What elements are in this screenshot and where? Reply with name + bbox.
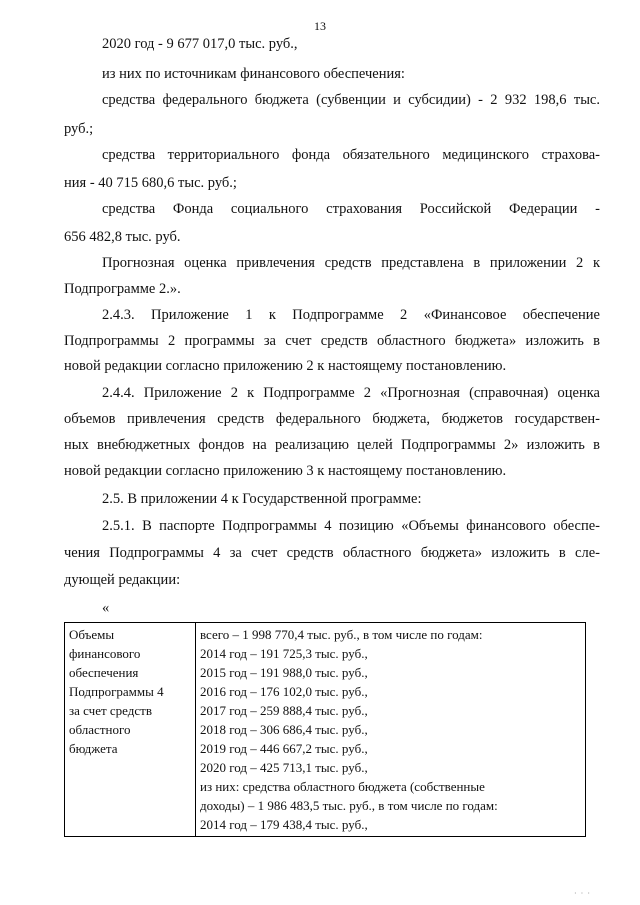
text-line: новой редакции согласно приложению 3 к настоящему постановлению. — [64, 463, 507, 479]
value-line: 2020 год – 425 713,1 тыс. руб., — [200, 760, 368, 775]
text-line: 2.4.4. Приложение 2 к Подпрограмме 2 «Прогнозная (справочная) оценка — [102, 385, 600, 401]
value-line: 2014 год – 179 438,4 тыс. руб., — [200, 817, 368, 832]
value-line: 2015 год – 191 988,0 тыс. руб., — [200, 665, 368, 680]
text-line: средства Фонда социального страхования Российской Федерации - — [102, 201, 600, 217]
text-line: ния - 40 715 680,6 тыс. руб.; — [64, 175, 237, 191]
text-line: средства территориального фонда обязательного медицинского страхова- — [102, 147, 600, 163]
text-line: чения Подпрограммы 4 за счет средств областного бюджета» изложить в сле- — [64, 545, 600, 561]
text-line: 2020 год - 9 677 017,0 тыс. руб., — [102, 36, 298, 52]
value-line: 2014 год – 191 725,3 тыс. руб., — [200, 646, 368, 661]
label-line: областного — [69, 722, 131, 737]
text-line: Подпрограмме 2.». — [64, 281, 181, 297]
page-number: 13 — [314, 19, 326, 33]
text-line: « — [102, 600, 110, 616]
text-line: 656 482,8 тыс. руб. — [64, 229, 181, 245]
label-line: за счет средств — [69, 703, 152, 718]
value-line: из них: средства областного бюджета (собственные — [200, 779, 485, 794]
value-line: 2016 год – 176 102,0 тыс. руб., — [200, 684, 368, 699]
text-line: 2.4.3. Приложение 1 к Подпрограмме 2 «Финансовое обеспечение — [102, 307, 600, 323]
scan-mark: · · · — [574, 889, 591, 898]
label-line: обеспечения — [69, 665, 139, 680]
text-line: 2.5.1. В паспорте Подпрограммы 4 позицию «Объемы финансового обеспе- — [102, 518, 600, 534]
text-line: дующей редакции: — [64, 572, 181, 588]
text-line: 2.5. В приложении 4 к Государственной программе: — [102, 491, 422, 507]
value-line: 2019 год – 446 667,2 тыс. руб., — [200, 741, 368, 756]
table-row — [65, 623, 586, 837]
text-line: Подпрограммы 2 программы за счет средств областного бюджета» изложить в — [64, 333, 600, 349]
text-line: ных внебюджетных фондов на реализацию целей Подпрограммы 2» изложить в — [64, 437, 600, 453]
value-line: доходы) – 1 986 483,5 тыс. руб., в том числе по годам: — [200, 798, 498, 813]
value-line: 2017 год – 259 888,4 тыс. руб., — [200, 703, 368, 718]
label-line: Подпрограммы 4 — [69, 684, 164, 699]
table-label-cell — [65, 623, 196, 837]
label-line: бюджета — [69, 741, 118, 756]
value-line: 2018 год – 306 686,4 тыс. руб., — [200, 722, 368, 737]
financing-table — [64, 622, 586, 837]
text-line: руб.; — [64, 121, 94, 137]
text-line: объемов привлечения средств федерального бюджета, бюджетов государствен- — [64, 411, 600, 427]
table-value-cell — [196, 623, 586, 837]
value-line: всего – 1 998 770,4 тыс. руб., в том числе по годам: — [200, 627, 483, 642]
text-line: средства федерального бюджета (субвенции и субсидии) - 2 932 198,6 тыс. — [102, 92, 600, 108]
text-line: новой редакции согласно приложению 2 к настоящему постановлению. — [64, 358, 507, 374]
text-line: Прогнозная оценка привлечения средств представлена в приложении 2 к — [102, 255, 600, 271]
label-line: финансового — [69, 646, 141, 661]
text-line: из них по источникам финансового обеспечения: — [102, 66, 405, 82]
label-line: Объемы — [69, 627, 115, 642]
